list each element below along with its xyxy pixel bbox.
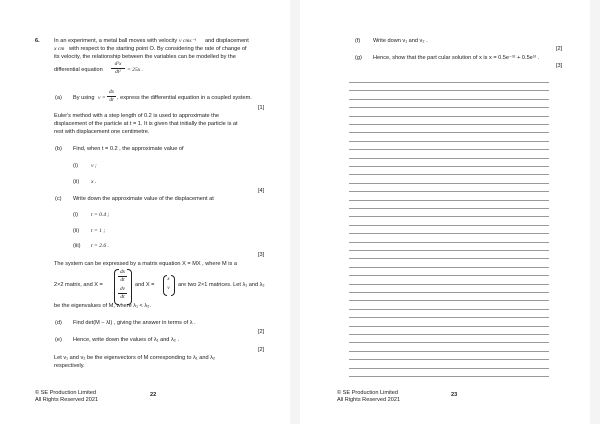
vector-x-bottom: v xyxy=(167,285,170,291)
answer-line xyxy=(349,233,549,234)
answer-line xyxy=(349,368,549,369)
answer-line xyxy=(349,342,549,343)
answer-line xyxy=(349,191,549,192)
answer-line xyxy=(349,326,549,327)
part-c-item-ii-text: t = 1 ; xyxy=(91,228,106,234)
answer-line xyxy=(349,300,549,301)
intro-line-1b: and displacement xyxy=(205,38,249,44)
euler-line-3: rest with displacement one centimetre. xyxy=(54,129,150,135)
question-number: 6. xyxy=(35,38,40,44)
intro-line-3: its velocity, the relationship between the variables can be modelled by the xyxy=(54,54,236,60)
footer-rights-left: All Rights Reserved 2021 xyxy=(35,397,99,403)
matrix-x-dot-right-paren xyxy=(127,269,132,305)
part-e-marks: [2] xyxy=(258,347,265,353)
part-c-item-iii-label: (iii) xyxy=(73,243,81,249)
answer-line xyxy=(349,166,549,167)
answer-line xyxy=(349,132,549,133)
part-g-label: (g) xyxy=(355,55,362,61)
de-rhs: = 25x . xyxy=(127,67,144,73)
footer-rights-right: All Rights Reserved 2021 xyxy=(337,397,401,403)
answer-line xyxy=(349,183,549,184)
part-b-label: (b) xyxy=(55,146,62,152)
answer-line xyxy=(349,284,549,285)
answer-line xyxy=(349,216,549,217)
matrix-pre: 2×2 matrix, and X = xyxy=(54,282,103,288)
part-d-marks: [2] xyxy=(258,329,265,335)
part-b-item-ii-text: x . xyxy=(91,179,97,185)
matrix-bot-den: dt xyxy=(120,294,125,300)
answer-line xyxy=(349,292,549,293)
part-d-text: Find det(M − λI) , giving the answer in terms of λ . xyxy=(73,320,196,326)
answer-line xyxy=(349,376,549,377)
answer-line xyxy=(349,242,549,243)
answer-line xyxy=(349,124,549,125)
vector-x-top: x xyxy=(167,276,170,282)
matrix-top-num: dx xyxy=(119,269,126,275)
answer-line xyxy=(349,225,549,226)
part-e-text: Hence, write down the values of λ₁ and λ₂ . xyxy=(73,337,180,343)
answer-line xyxy=(349,351,549,352)
answer-line xyxy=(349,208,549,209)
part-c-text: Write down the approximate value of the displacement at xyxy=(73,196,214,202)
part-b-text: Find, when t = 0.2 , the approximate value of xyxy=(73,146,184,152)
part-b-item-ii-label: (ii) xyxy=(73,179,80,185)
matrix-and-x: and X = xyxy=(135,282,155,288)
part-a-label: (a) xyxy=(55,95,62,101)
part-f-label: (f) xyxy=(355,38,361,44)
euler-line-1: Euler's method with a step length of 0.2 is used to approximate the xyxy=(54,113,219,119)
part-c-item-i-label: (i) xyxy=(73,212,78,218)
answer-line xyxy=(349,267,549,268)
answer-line xyxy=(349,90,549,91)
euler-line-2: displacement of the particle at t = 1. It is given that initially the particle is at xyxy=(54,121,238,127)
part-f-text: Write down v₁ and v₂ . xyxy=(373,38,428,44)
answer-line xyxy=(349,334,549,335)
part-g-text: Hence, show that the part cular solution of x is x = 0.5e⁻⁵ᵗ + 0.5e⁵ᵗ . xyxy=(373,55,540,61)
part-g-marks: [3] xyxy=(556,63,563,69)
vector-x-right-paren xyxy=(171,275,175,296)
part-b-item-i-text: v ; xyxy=(91,163,97,169)
answer-line xyxy=(349,200,549,201)
answer-line xyxy=(349,317,549,318)
answer-line xyxy=(349,107,549,108)
part-c-item-i-text: t = 0.4 ; xyxy=(91,212,110,218)
footer-copyright-right: © SE Production Limited xyxy=(337,390,399,396)
answer-line xyxy=(349,116,549,117)
part-a-text-before: By using xyxy=(73,95,95,101)
intro-line-2: with respect to the starting point O. By considering the rate of change of xyxy=(69,46,247,52)
answer-line xyxy=(349,258,549,259)
part-e-label: (e) xyxy=(55,337,62,343)
intro-line-1a: In an experiment, a metal ball moves with velocity xyxy=(54,38,178,44)
de-numerator: d²x xyxy=(114,61,122,67)
part-c-item-iii-text: t = 2.6 . xyxy=(91,243,109,249)
matrix-line-3: be the eigenvalues of M, where λ₁ < λ₂. xyxy=(54,303,151,309)
intro-line-4: differential equation xyxy=(54,67,103,73)
part-c-label: (c) xyxy=(55,196,62,202)
part-d-label: (d) xyxy=(55,320,62,326)
answer-line xyxy=(349,149,549,150)
matrix-top-den: dt xyxy=(120,277,125,283)
answer-line xyxy=(349,158,549,159)
answer-line xyxy=(349,82,549,83)
answer-line xyxy=(349,141,549,142)
answer-line xyxy=(349,250,549,251)
answer-line xyxy=(349,99,549,100)
intro-displacement-unit: x cm xyxy=(54,46,65,52)
eigenvectors-line-2: respectively. xyxy=(54,363,85,369)
matrix-line-1: The system can be expressed by a matrix equation X = MX , where M is a xyxy=(54,261,237,267)
answer-line xyxy=(349,359,549,360)
part-c-item-ii-label: (ii) xyxy=(73,228,80,234)
part-a-text-after: , express the differential equation in a coupled system. xyxy=(117,95,252,101)
part-c-marks: [3] xyxy=(258,252,265,258)
right-page xyxy=(300,0,590,424)
page-number-right: 23 xyxy=(451,392,458,398)
part-a-den: dt xyxy=(109,97,114,103)
part-b-marks: [4] xyxy=(258,188,265,194)
part-b-item-i-label: (i) xyxy=(73,163,78,169)
part-f-marks: [2] xyxy=(556,46,563,52)
matrix-post: are two 2×1 matrices. Let λ₁ and λ₂ xyxy=(178,282,265,288)
de-denominator: dt² xyxy=(115,69,121,75)
part-a-marks: [1] xyxy=(258,105,265,111)
answer-line xyxy=(349,309,549,310)
eigenvectors-line-1: Let v₁ and v₂ be the eigenvectors of M corresponding to λ₁ and λ₂ xyxy=(54,355,216,361)
answer-line xyxy=(349,174,549,175)
matrix-bot-num: dv xyxy=(119,286,126,292)
page-number-left: 22 xyxy=(150,392,157,398)
part-a-formula: v = xyxy=(98,95,106,101)
answer-line xyxy=(349,275,549,276)
footer-copyright-left: © SE Production Limited xyxy=(35,390,97,396)
intro-velocity-unit: v cms⁻¹ xyxy=(179,38,197,44)
part-a-num: dx xyxy=(108,89,115,95)
